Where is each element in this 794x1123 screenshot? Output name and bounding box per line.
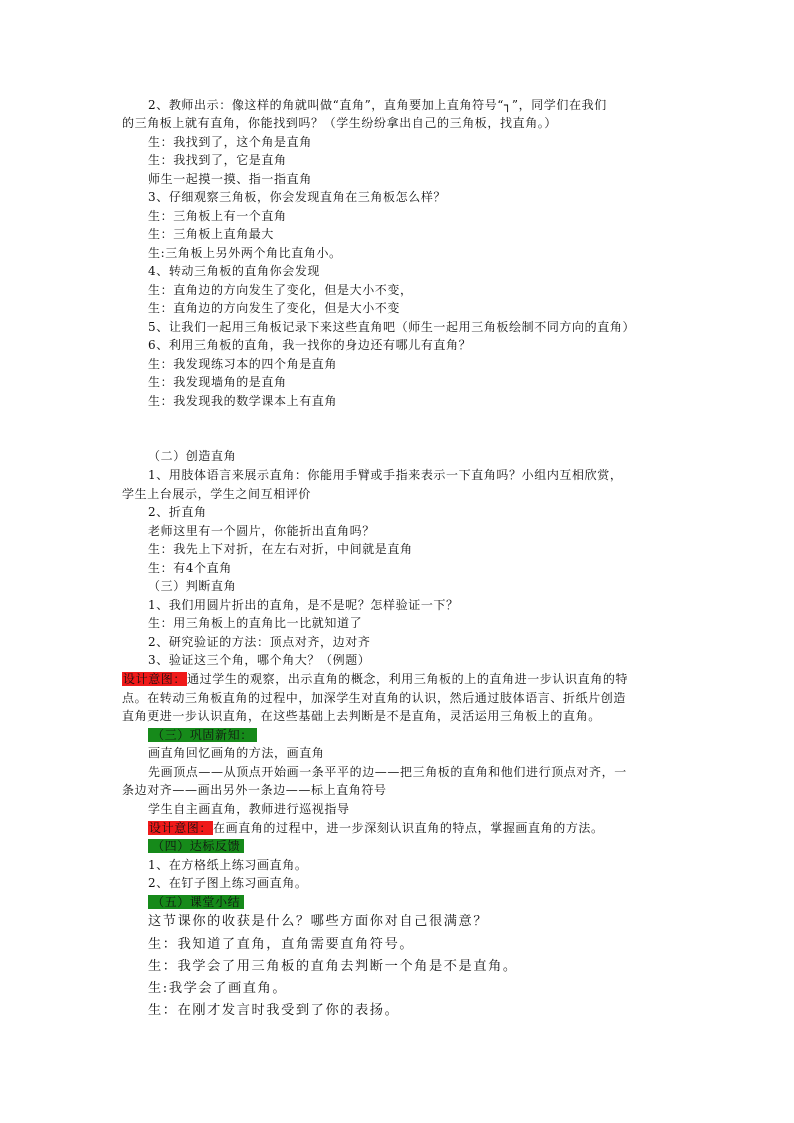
text-line: 条边对齐——画出另外一条边——标上直角符号 xyxy=(122,783,387,797)
text-line: 生：我找到了，这个角是直角 xyxy=(148,135,312,149)
text-line: 5、让我们一起用三角板记录下来这些直角吧（师生一起用三角板绘制不同方向的直角） xyxy=(148,320,636,334)
text-line: 生：我学会了用三角板的直角去判断一个角是不是直角。 xyxy=(148,959,518,974)
text-line: 生：三角板上直角最大 xyxy=(148,227,275,241)
text-line: 画直角回忆画角的方法，画直角 xyxy=(148,746,325,760)
text-line: 师生一起摸一摸、指一指直角 xyxy=(148,172,312,186)
text-line: 生：在刚才发言时我受到了你的表扬。 xyxy=(148,1003,400,1018)
text-line: 生：我发现墙角的是直角 xyxy=(148,375,287,389)
text-line: 生：直角边的方向发生了变化，但是大小不变 xyxy=(148,301,401,315)
text-line: 3、仔细观察三角板，你会发现直角在三角板怎么样？ xyxy=(148,190,447,204)
section-heading xyxy=(148,838,244,854)
text-line: 生:我学会了画直角。 xyxy=(148,981,288,996)
text-line: 生：直角边的方向发生了变化，但是大小不变， xyxy=(148,283,413,297)
text-line: 学生上台展示，学生之间互相评价 xyxy=(122,487,312,501)
text-line: 2、折直角 xyxy=(148,505,207,519)
text-line: 通过学生的观察，出示直角的概念，利用三角板的上的直角进一步认识直角的特 xyxy=(187,672,629,686)
text-line: 生:三角板上另外两个角比直角小。 xyxy=(148,246,342,260)
text-line: 2、研究验证的方法：顶点对齐，边对齐 xyxy=(148,635,371,649)
heading-highlight: （三）巩固新知： xyxy=(148,728,257,742)
section-heading xyxy=(148,727,257,743)
text-line: 生：用三角板上的直角比一比就知道了 xyxy=(148,616,363,630)
text-line: 6、利用三角板的直角，我一找你的身边还有哪儿有直角？ xyxy=(148,338,472,352)
section-heading: （三）判断直角 xyxy=(148,579,237,593)
text-line: 2、教师出示：像这样的角就叫做“直角”，直角要加上直角符号“┐”，同学们在我们 xyxy=(148,98,607,112)
design-intent-label: 设计意图： xyxy=(149,821,213,835)
text-line: 先画顶点——从顶点开始画一条平平的边——把三角板的直角和他们进行顶点对齐，一 xyxy=(148,765,627,779)
text-line: 的三角板上就有直角，你能找到吗？（学生纷纷拿出自己的三角板，找直角。） xyxy=(122,116,558,130)
text-line: 在画直角的过程中，进一步深刻认识直角的特点，掌握画直角的方法。 xyxy=(213,821,604,835)
text-line: 4、转动三角板的直角你会发现 xyxy=(148,264,321,278)
text-line: 生：我先上下对折，在左右对折，中间就是直角 xyxy=(148,542,413,556)
design-intent-label: 设计意图： xyxy=(123,672,187,686)
text-line: 1、我们用圆片折出的直角，是不是呢？怎样验证一下？ xyxy=(148,598,459,612)
text-line: 这节课你的收获是什么？哪些方面你对自己很满意？ xyxy=(148,914,489,929)
text-line: 3、验证这三个角，哪个角大？（例题） xyxy=(148,653,371,667)
design-intent-line xyxy=(122,671,628,687)
heading-highlight: （五）课堂小结 xyxy=(148,895,244,909)
section-heading: （二）创造直角 xyxy=(148,449,237,463)
text-line: 生：有4个直角 xyxy=(148,561,232,575)
text-line: 老师这里有一个圆片，你能折出直角吗？ xyxy=(148,524,375,538)
text-line: 生：我发现我的数学课本上有直角 xyxy=(148,394,338,408)
heading-highlight: （四）达标反馈 xyxy=(148,839,244,853)
text-line: 1、用肢体语言来展示直角：你能用手臂或手指来表示一下直角吗？小组内互相欣赏， xyxy=(148,468,623,482)
text-line: 学生自主画直角，教师进行巡视指导 xyxy=(148,802,350,816)
text-line: 生：我找到了，它是直角 xyxy=(148,153,287,167)
text-line: 直角更进一步认识直角，在这些基础上去判断是不是直角，灵活运用三角板上的直角。 xyxy=(122,709,601,723)
text-line: 生：我发现练习本的四个角是直角 xyxy=(148,357,338,371)
text-line: 点。在转动三角板直角的过程中，加深学生对直角的认识，然后通过肢体语言、折纸片创造 xyxy=(122,691,627,705)
text-line: 1、在方格纸上练习画直角。 xyxy=(148,858,308,872)
design-intent-line xyxy=(148,820,604,836)
text-line: 2、在钉子图上练习画直角。 xyxy=(148,876,308,890)
section-heading xyxy=(148,894,244,910)
text-line: 生：三角板上有一个直角 xyxy=(148,209,287,223)
text-line: 生：我知道了直角，直角需要直角符号。 xyxy=(148,937,415,952)
